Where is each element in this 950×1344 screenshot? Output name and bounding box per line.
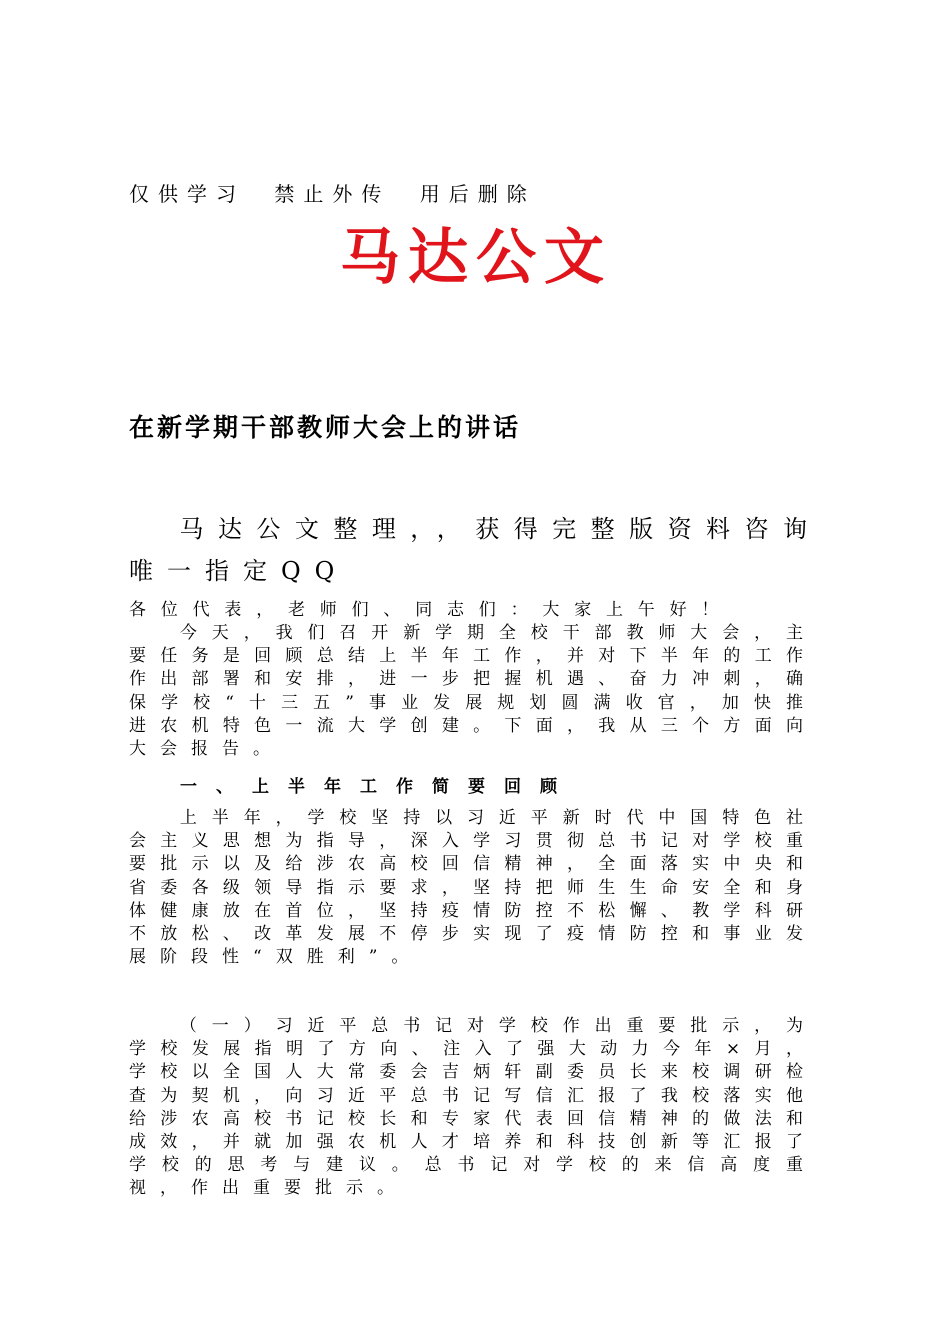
notice-study-only: 仅供学习 — [129, 182, 245, 206]
section1-paragraph — [129, 807, 817, 969]
subsection1-text: （一）习近平总书记对学校作出重要批示，为学校发展指明了方向、注入了强大动力今年×月，学校以全国人大常委会吉炳轩副委员长来校调研检查为契机，向习近平总书记写信汇报了我校落实他给涉农高校书记校长和专家代表回信精神的做法和成效，并就加强农机人才培养和科技创新等汇报了学校的思考与建议。总书记对学校的来信高度重视，作出重要批示。 — [129, 1016, 817, 1199]
section1-text: 上半年，学校坚持以习近平新时代中国特色社会主义思想为指导，深入学习贯彻总书记对学校重要批示以及给涉农高校回信精神，全面落实中央和省委各级领导指示要求，坚持把师生生命安全和身体健康放在首位，坚持疫情防控不松懈、教学科研不放松、改革发展不停步实现了疫情防控和事业发展阶段性“双胜利”。 — [129, 808, 817, 968]
notice-delete-after-use: 用后删除 — [419, 182, 536, 206]
notice-no-distribution: 禁止外传 — [274, 182, 391, 206]
greeting-paragraph: 各位代表，老师们、同志们：大家上午好！ — [129, 600, 734, 620]
brand-logo-text: 马达公文 — [340, 223, 612, 293]
opening-text: 今天，我们召开新学期全校干部教师大会，主要任务是回顾总结上半年工作，并对下半年的工作作出部署和安排，进一步把握机遇、奋力冲刺，确保学校“十三五”事业发展规划圆满收官，加快推进农机特色一流大学创建。下面，我从三个方面向大会报告。 — [129, 623, 817, 760]
document-title: 在新学期干部教师大会上的讲话 — [129, 413, 522, 442]
subsection1-paragraph — [129, 1015, 817, 1201]
usage-notice — [129, 178, 550, 207]
opening-paragraph — [129, 622, 817, 761]
lead-paragraph — [129, 508, 821, 592]
section-heading-1: 一、上半年工作简要回顾 — [180, 777, 576, 797]
lead-text: 马达公文整理，，获得完整版资料咨询唯一指定QQ — [129, 515, 821, 585]
